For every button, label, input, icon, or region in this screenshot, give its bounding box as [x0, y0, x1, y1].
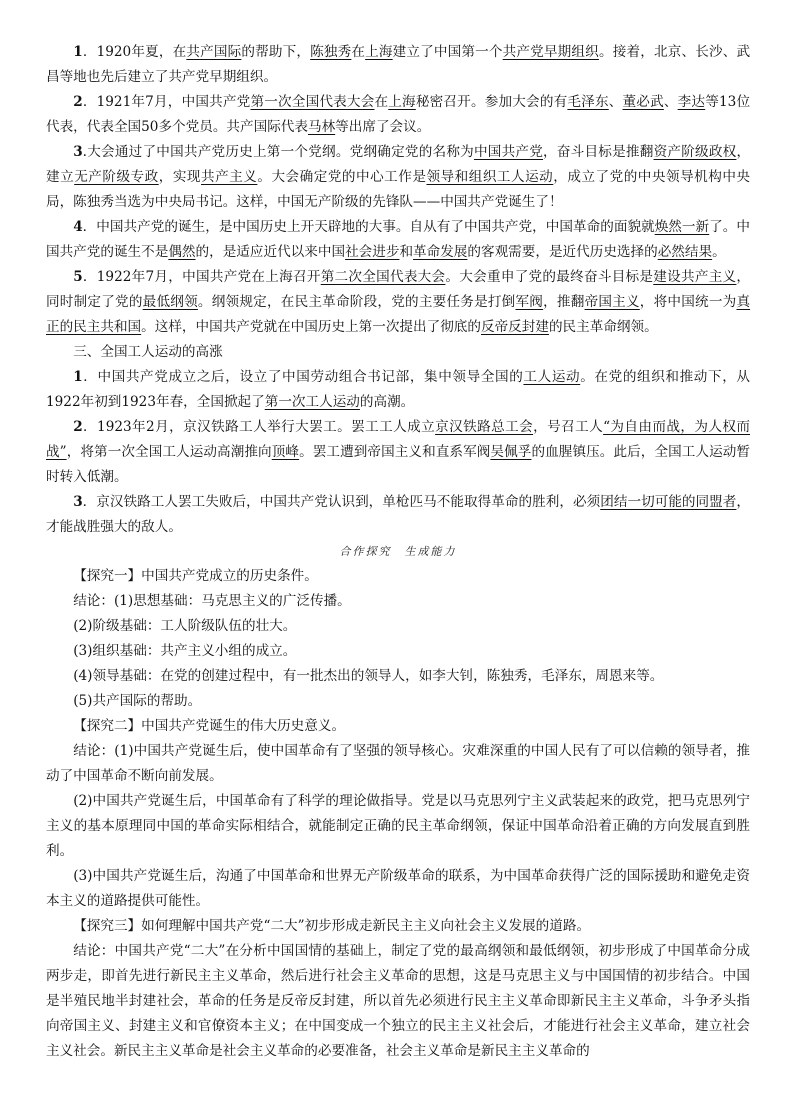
text-segment: ，推翻	[543, 294, 585, 310]
text-segment: 。罢工遭到帝国主义和直系军阀	[299, 444, 491, 460]
key-term: 顶峰	[271, 444, 300, 460]
key-term: 社会进步	[345, 244, 400, 260]
key-term: 反帝反封建	[481, 319, 549, 335]
key-term: 中国共产党	[473, 144, 544, 160]
key-term: 必然结果	[657, 244, 713, 260]
explore-conclusion-line: (3)中国共产党诞生后，沟通了中国革命和世界无产阶级革命的联系，为中国革命获得广泛的国际援助和避免走资本主义的道路提供可能性。	[46, 868, 750, 909]
key-term: 无产阶级专政	[74, 169, 159, 185]
text-segment: ．1921年7月，中国共产党	[82, 94, 251, 110]
text-segment: ．中国共产党成立之后，设立了中国劳动组合书记部，集中领导全国的	[82, 369, 524, 385]
section-one-paragraph-1	[46, 40, 750, 90]
key-term: 董必武	[622, 94, 664, 110]
text-segment: 。大会确定党的中心工作是	[257, 169, 427, 185]
section-title: 合作探究 生成能力	[339, 545, 457, 558]
key-term: 京汉铁路总工会	[435, 419, 534, 435]
text-segment: ．1922年7月，中国共产党在上海召开	[82, 269, 321, 285]
paragraph-number: 2	[73, 94, 83, 110]
text-segment: 的帮助下，	[241, 44, 311, 60]
explore-section	[46, 564, 750, 1064]
key-term: 第一次工人运动	[264, 394, 360, 410]
text-segment: 的高潮。	[359, 394, 415, 410]
key-term: 共产党早期组织	[502, 44, 599, 60]
paragraph-number: 3	[73, 494, 83, 510]
key-term: 领导和组织工人运动	[426, 169, 554, 185]
text-segment: 。在党的组织和推动下，从1922年初到1923年春，全国掀起了	[46, 369, 750, 410]
explore-question-2: 【探究二】中国共产党诞生的伟大历史意义。	[73, 718, 346, 734]
key-term: 共产主义	[201, 169, 258, 185]
key-term: 革命发展	[413, 244, 468, 260]
text-segment: 。大会重申了党的最终奋斗目标是	[445, 269, 654, 285]
text-segment: ，奋斗目标是推翻	[543, 144, 654, 160]
explore-conclusion-line: (3)组织基础：共产主义小组的成立。	[73, 643, 297, 659]
section-one-paragraph-2	[46, 90, 750, 140]
text-segment: 。这样，中国共产党就在中国历史上第一次提出了彻底的	[141, 319, 481, 335]
key-term: 军阀	[515, 294, 544, 310]
text-segment: 的客观需要，是近代历史选择的	[467, 244, 658, 260]
text-segment: ，才能战胜强大的敌人。	[46, 494, 751, 535]
explore-conclusion-line: (2)中国共产党诞生后，中国革命有了科学的理论做指导。党是以马克思列宁主义武装起来的政党，把马克思列宁主义的基本原理同中国的革命实际相结合，就能制定正确的民主革命纲领，保证中国革命沿着正确的方向发展直到胜利。	[46, 793, 750, 859]
text-segment: ，成立了党的中央领导机构中央局，陈独秀当选为中央局书记。这样，中国无产阶级的先锋队——中国共产党诞生了！	[46, 169, 751, 210]
key-term: 第一次全国代表大会	[250, 94, 375, 110]
text-segment: ，建立	[46, 144, 751, 185]
section-one	[46, 40, 750, 340]
paragraph-number: 1	[73, 369, 83, 385]
text-segment: 。接着，北京、长沙、武昌等地也先后建立了共产党早期组织。	[46, 44, 751, 85]
key-term: 吴佩孚	[490, 444, 532, 460]
explore-conclusion-line: 结论：(1)中国共产党诞生后，使中国革命有了坚强的领导核心。灾难深重的中国人民有了可以信赖的领导者，推动了中国革命不断向前发展。	[46, 743, 750, 784]
text-segment: ．1923年2月，京汉铁路工人举行大罢工。罢工工人成立	[82, 419, 436, 435]
paragraph-number: 4	[73, 219, 83, 235]
key-term: 建设共产主义	[653, 269, 737, 285]
key-term: 帝国主义	[584, 294, 640, 310]
paragraph-number: 5	[73, 269, 83, 285]
section-one-paragraph-5	[46, 265, 750, 340]
key-term: “为自由而战，为人权而战”	[46, 419, 751, 460]
section-three	[46, 365, 750, 540]
text-segment: 的，是适应近代以来中国	[195, 244, 346, 260]
key-term: 资产阶级政权	[653, 144, 737, 160]
text-segment: 秘密召开。参加大会的有	[415, 94, 568, 110]
text-segment: 的民主革命纲领。	[548, 319, 658, 335]
text-segment: 和	[399, 244, 414, 260]
text-segment: 等13位代表，代表全国50多个党员。共产国际代表	[46, 94, 751, 135]
text-segment: 等出席了会议。	[335, 119, 431, 135]
key-term: 李达	[677, 94, 706, 110]
text-segment: ，号召工人	[533, 419, 604, 435]
key-term: 真正的民主共和国	[46, 294, 751, 335]
key-term: 上海	[388, 94, 416, 110]
text-segment: ．京汉铁路工人罢工失败后，中国共产党认识到，单枪匹马不能取得革命的胜利，必须	[82, 494, 601, 510]
text-segment: ，同时制定了党的	[46, 269, 751, 310]
text-segment: 了。中国共产党的诞生不是	[46, 219, 751, 260]
text-segment: 建立了中国第一个	[392, 44, 503, 60]
key-term: 最低纲领	[142, 294, 198, 310]
section-one-paragraph-4	[46, 215, 750, 265]
text-segment: 。纲领规定，在民主革命阶段，党的主要任务是打倒	[197, 294, 516, 310]
section-three-paragraph-2	[46, 415, 750, 490]
explore-conclusion-line: (4)领导基础：在党的创建过程中，有一批杰出的领导人，如李大钊，陈独秀，毛泽东，周恩来等。	[73, 668, 664, 684]
text-segment: 、	[663, 94, 678, 110]
text-segment: .大会通过了中国共产党历史上第一个党纲。党纲确定党的名称为	[82, 144, 474, 160]
text-segment: 、	[608, 94, 623, 110]
paragraph-number: 3	[73, 144, 83, 160]
key-term: 马林	[307, 119, 336, 135]
key-term: 毛泽东	[567, 94, 609, 110]
key-term: 上海	[365, 44, 393, 60]
key-term: 焕然一新	[654, 219, 710, 235]
key-term: 陈独秀	[310, 44, 352, 60]
section-three-paragraph-3	[46, 490, 750, 540]
paragraph-number: 1	[73, 44, 83, 60]
key-term: 团结一切可能的同盟者	[600, 494, 737, 510]
key-term: 第二次全国代表大会	[320, 269, 446, 285]
text-segment: ，实现	[158, 169, 202, 185]
section-one-paragraph-3	[46, 140, 750, 215]
text-segment: ．1920年夏，在	[82, 44, 187, 60]
section-three-paragraph-1	[46, 365, 750, 415]
text-segment: ，将中国统一为	[639, 294, 737, 310]
key-term: 共产国际	[186, 44, 242, 60]
explore-conclusion-line: 结论：中国共产党“二大”在分析中国国情的基础上，制定了党的最高纲领和最低纲领，初步形成了中国革命分成两步走，即首先进行新民主主义革命，然后进行社会主义革命的思想，这是马克思主义与中国国情的初步结合。中国是半殖民地半封建社会，革命的任务是反帝反封建，所以首先必须进行民主主义革命即新民主主义革命，斗争矛头指向帝国主义、封建主义和官僚资本主义；在中国变成一个独立的民主主义社会后，才能进行社会主义革命，建立社会主义社会。新民主主义革命是社会主义革命的必要准备，社会主义革命是新民主主义革命的	[46, 943, 750, 1059]
explore-conclusion-line: (2)阶级基础：工人阶级队伍的壮大。	[73, 618, 297, 634]
key-term: 偶然	[168, 244, 196, 260]
text-segment: 在	[351, 44, 366, 60]
text-segment: 在	[374, 94, 389, 110]
explore-question-3: 【探究三】如何理解中国共产党“二大”初步形成走新民主主义向社会主义发展的道路。	[73, 918, 591, 934]
explore-conclusion-line: 结论：(1)思想基础：马克思主义的广泛传播。	[73, 593, 351, 609]
text-segment: 。	[712, 244, 726, 260]
text-segment: ．中国共产党的诞生，是中国历史上开天辟地的大事。自从有了中国共产党，中国革命的面貌就	[82, 219, 655, 235]
paragraph-number: 2	[73, 419, 83, 435]
text-segment: 的血腥镇压。此后，全国工人运动暂时转入低潮。	[46, 444, 751, 485]
key-term: 工人运动	[523, 369, 581, 385]
section-three-heading: 三、全国工人运动的高涨	[73, 344, 223, 360]
explore-question-1: 【探究一】中国共产党成立的历史条件。	[73, 568, 318, 584]
text-segment: ，将第一次全国工人运动高潮推向	[66, 444, 272, 460]
explore-conclusion-line: (5)共产国际的帮助。	[73, 693, 202, 709]
